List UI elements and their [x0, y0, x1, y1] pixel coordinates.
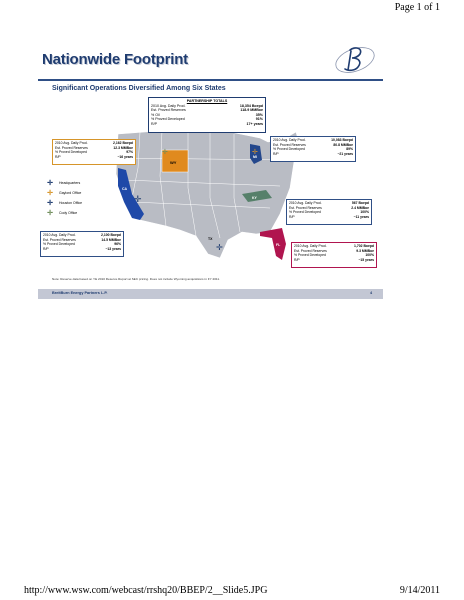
pt-value: 18,354 Boepd	[239, 103, 263, 108]
label-ca: CA	[122, 187, 128, 191]
pt-label: % Oil	[151, 112, 160, 117]
label-wy: WY	[170, 160, 177, 165]
pt-label: 2010 Avg. Daily Prod.	[151, 103, 186, 108]
label-tx: TX	[208, 237, 213, 241]
cody-marker: ✛	[162, 148, 168, 156]
hq-marker: ✛	[134, 195, 142, 205]
cross-icon: ✛	[47, 209, 53, 217]
stat-label: R/P	[294, 257, 300, 262]
stat-label: R/P	[43, 246, 49, 251]
stat-value: 2,162 Boepd	[113, 141, 133, 145]
stat-label: 2010 Avg. Daily Prod.	[294, 244, 327, 248]
stat-value: 97%	[126, 150, 133, 154]
stat-value: 100%	[365, 253, 374, 257]
stat-label: R/P	[55, 154, 61, 159]
partnership-heading: PARTNERSHIP TOTALS	[186, 99, 228, 103]
ky-stats-box	[286, 199, 372, 225]
stat-value: 89%	[346, 147, 353, 151]
stat-label: % Proved Developed	[289, 210, 321, 214]
label-ky: KY	[252, 196, 257, 200]
title-rule	[38, 79, 383, 81]
wy-stats-box	[52, 139, 136, 165]
office-legend	[45, 178, 82, 218]
stat-label: R/P	[289, 214, 295, 219]
stat-label: Est. Proved Reserves	[289, 205, 322, 210]
legend-headquarters	[45, 178, 82, 188]
stat-value: ~11 years	[353, 214, 369, 219]
stat-value: 567 Boepd	[351, 201, 369, 205]
pt-label: Est. Proved Reserves	[151, 108, 186, 112]
cross-icon: ✛	[47, 179, 53, 187]
stat-label: % Proved Developed	[294, 253, 326, 257]
pt-label: R/P	[151, 121, 157, 126]
stat-label: % Proved Developed	[273, 147, 305, 151]
stat-value: ~13 years	[105, 246, 121, 251]
stat-value: 2.4 MMBoe	[351, 205, 369, 210]
cross-icon: ✛	[47, 189, 53, 197]
legend-label: Houston Office	[59, 201, 83, 205]
label-mi: MI	[253, 155, 257, 159]
stat-label: Est. Proved Reserves	[273, 142, 306, 147]
pt-value: 17+ years	[246, 121, 263, 126]
stat-value: 9.3 MMBoe	[356, 248, 374, 253]
stat-label: % Proved Developed	[55, 150, 87, 154]
stat-value: ~21 years	[337, 151, 353, 156]
stat-value: 100%	[360, 210, 369, 214]
stat-label: 2010 Avg. Daily Prod.	[289, 201, 322, 205]
stat-value: 14.5 MMBoe	[101, 237, 121, 242]
label-fl: FL	[276, 243, 281, 247]
pt-value: 118.9 MMBoe	[240, 108, 263, 112]
stat-label: Est. Proved Reserves	[294, 248, 327, 253]
fl-stats-box	[291, 242, 377, 268]
mi-stats-box	[270, 136, 356, 162]
stat-value: 80.8 MMBoe	[333, 142, 353, 147]
ca-stats-box	[40, 231, 124, 257]
pt-value: 35%	[255, 112, 263, 117]
legend-label: Cody Office	[59, 211, 78, 215]
partnership-totals-box	[148, 97, 266, 133]
company-logo	[333, 42, 377, 78]
pt-label: % Proved Developed	[151, 117, 185, 121]
stat-value: 2,100 Boepd	[101, 233, 121, 237]
stat-value: 12.3 MMBoe	[113, 145, 133, 150]
gaylord-marker: ✛	[252, 148, 258, 156]
legend-label: Headquarters	[59, 181, 81, 185]
pt-value: 91%	[255, 117, 263, 121]
slide-title: Nationwide Footprint	[42, 51, 188, 68]
reserve-note: Note: Reserve data based on YE 2010 Reserve Report at SEC pricing. Does not include Wyoming acquisitions in FY 2011.	[52, 277, 220, 281]
legend-gaylord	[45, 188, 82, 198]
stat-label: % Proved Developed	[43, 242, 75, 246]
stat-label: 2010 Avg. Daily Prod.	[273, 138, 306, 142]
slide-subtitle: Significant Operations Diversified Among Six States	[52, 85, 226, 92]
footer-company: BreitBurn Energy Partners L.P.	[52, 290, 108, 295]
cross-icon: ✛	[47, 199, 53, 207]
legend-label: Gaylord Office	[59, 191, 82, 195]
stat-value: 96%	[114, 242, 121, 246]
stat-label: Est. Proved Reserves	[55, 145, 88, 150]
stat-label: 2010 Avg. Daily Prod.	[55, 141, 88, 145]
source-url: http://www.wsw.com/webcast/rrshq20/BBEP/2__Slide5.JPG	[24, 585, 268, 596]
stat-value: ~16 years	[117, 154, 133, 159]
footer-page-number: 4	[370, 290, 373, 295]
legend-houston	[45, 198, 82, 208]
state-fl	[260, 228, 286, 260]
stat-label: Est. Proved Reserves	[43, 237, 76, 242]
houston-marker: ✛	[216, 243, 223, 252]
stat-value: ~15 years	[358, 257, 374, 262]
stat-label: R/P	[273, 151, 279, 156]
stat-value: 10,083 Boepd	[331, 138, 353, 142]
print-date: 9/14/2011	[399, 585, 440, 596]
stat-value: 1,702 Boepd	[354, 244, 374, 248]
page-indicator: Page 1 of 1	[394, 2, 440, 13]
legend-cody	[45, 208, 82, 218]
stat-label: 2010 Avg. Daily Prod.	[43, 233, 76, 237]
